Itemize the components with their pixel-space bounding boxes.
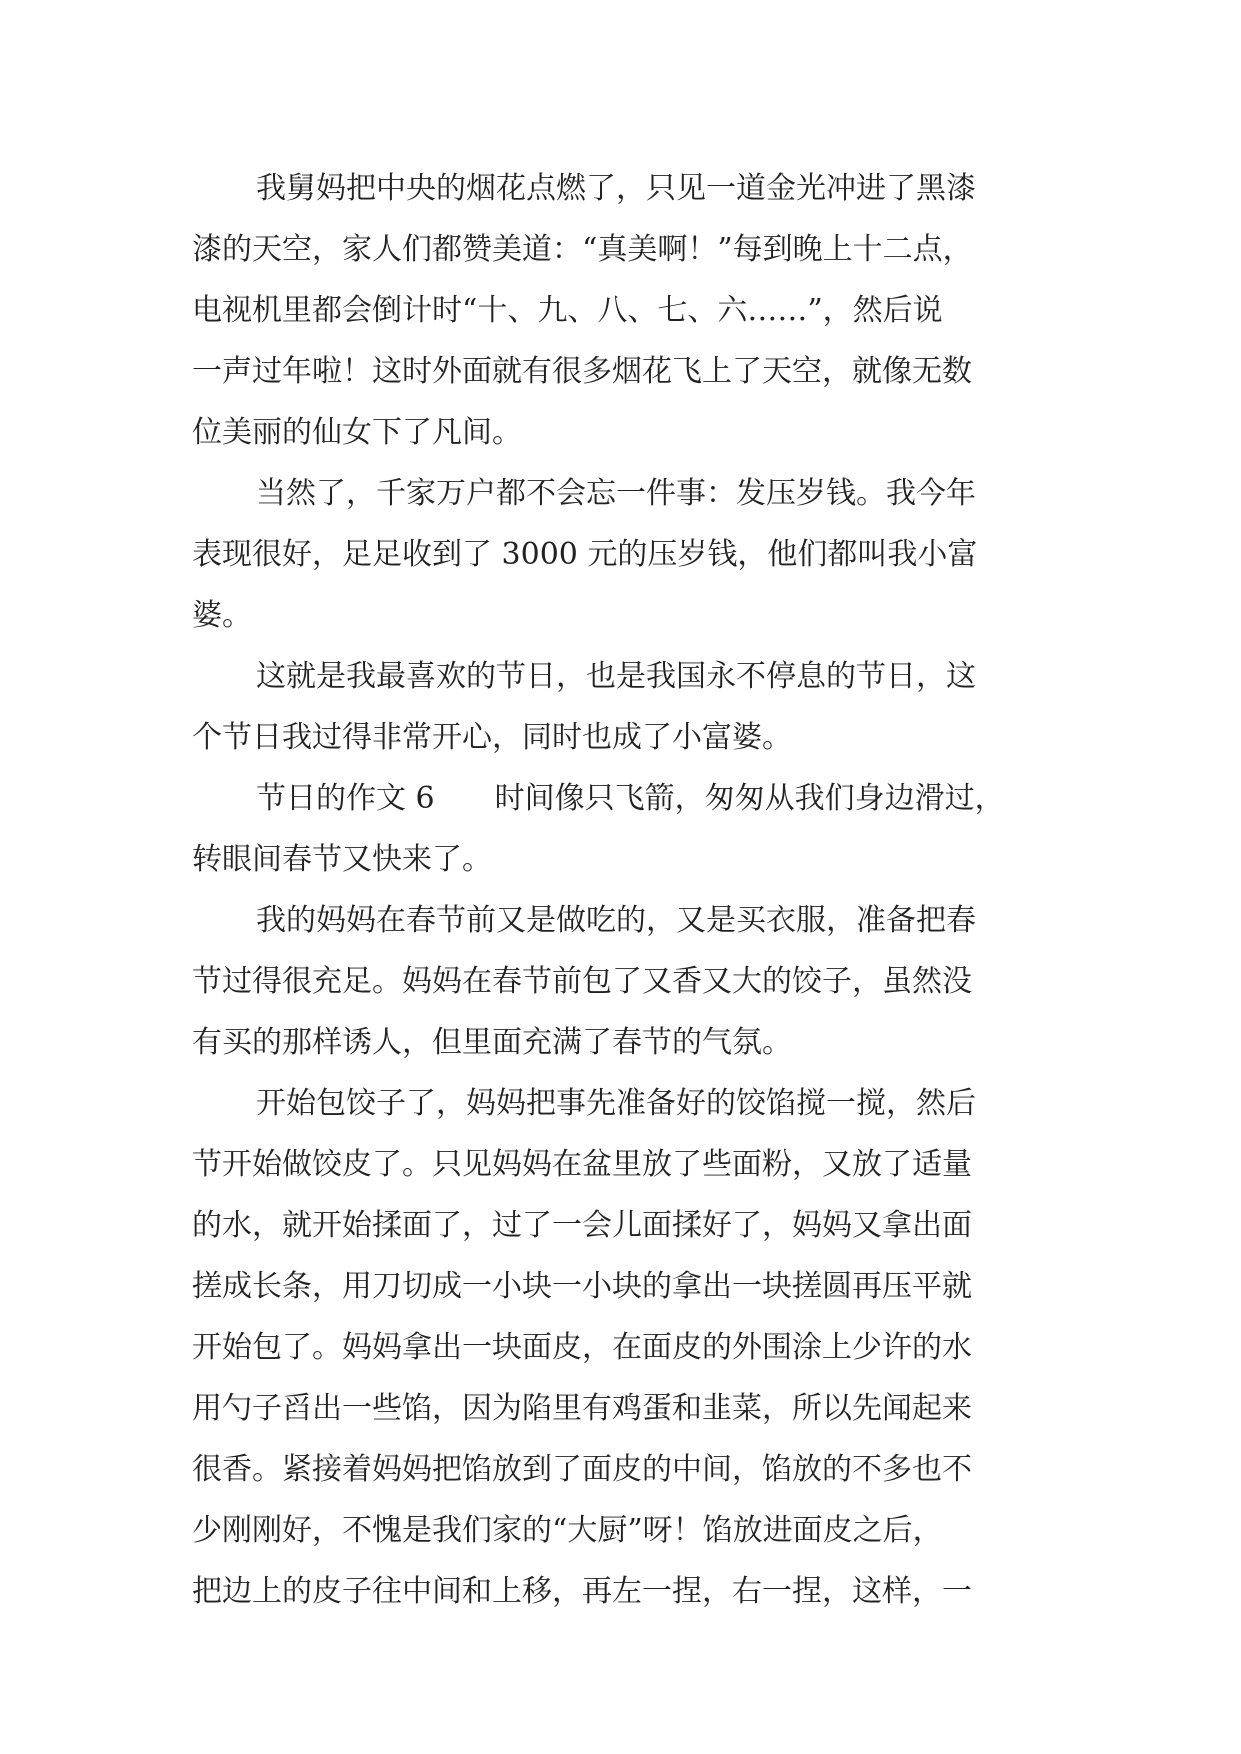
section-heading-line: 节日的作文 6 时间像只飞箭，匆匆从我们身边滑过， xyxy=(256,781,1005,816)
paragraph-line: 漆的天空，家人们都赞美道：“真美啊！”每到晚上十二点， xyxy=(192,232,973,267)
paragraph-line: 这就是我最喜欢的节日，也是我国永不停息的节日，这 xyxy=(256,659,976,694)
paragraph-line: 少刚刚好，不愧是我们家的“大厨”呀！馅放进面皮之后， xyxy=(192,1513,943,1548)
paragraph-line: 节过得很充足。妈妈在春节前包了又香又大的饺子，虽然没 xyxy=(192,964,972,999)
paragraph-line: 搓成长条，用刀切成一小块一小块的拿出一块搓圆再压平就 xyxy=(192,1269,972,1304)
paragraph-line: 开始包饺子了，妈妈把事先准备好的饺馅搅一搅，然后 xyxy=(256,1086,976,1121)
paragraph-line: 表现很好，足足收到了 3000 元的压岁钱，他们都叫我小富 xyxy=(192,537,978,572)
paragraph-line: 用勺子舀出一些馅，因为陷里有鸡蛋和韭菜，所以先闻起来 xyxy=(192,1391,972,1426)
document-body xyxy=(192,158,1052,1622)
paragraph-line: 婆。 xyxy=(192,598,252,633)
paragraph-line: 把边上的皮子往中间和上移，再左一捏，右一捏，这样，一 xyxy=(192,1574,972,1609)
paragraph-line: 位美丽的仙女下了凡间。 xyxy=(192,415,522,450)
paragraph-line: 当然了，千家万户都不会忘一件事：发压岁钱。我今年 xyxy=(256,476,976,511)
paragraph-line: 有买的那样诱人，但里面充满了春节的气氛。 xyxy=(192,1025,792,1060)
paragraph-line: 一声过年啦！这时外面就有很多烟花飞上了天空，就像无数 xyxy=(192,354,972,389)
paragraph-line: 节开始做饺皮了。只见妈妈在盆里放了些面粉，又放了适量 xyxy=(192,1147,972,1182)
paragraph-line: 很香。紧接着妈妈把馅放到了面皮的中间，馅放的不多也不 xyxy=(192,1452,972,1487)
paragraph-line: 电视机里都会倒计时“十、九、八、七、六……”，然后说 xyxy=(192,293,943,328)
paragraph-line: 我的妈妈在春节前又是做吃的，又是买衣服，准备把春 xyxy=(256,903,976,938)
paragraph-line: 我舅妈把中央的烟花点燃了，只见一道金光冲进了黑漆 xyxy=(256,171,976,206)
paragraph-line: 的水，就开始揉面了，过了一会儿面揉好了，妈妈又拿出面 xyxy=(192,1208,972,1243)
paragraph-line: 个节日我过得非常开心，同时也成了小富婆。 xyxy=(192,720,792,755)
paragraph-line: 转眼间春节又快来了。 xyxy=(192,842,492,877)
paragraph-line: 开始包了。妈妈拿出一块面皮，在面皮的外围涂上少许的水 xyxy=(192,1330,972,1365)
